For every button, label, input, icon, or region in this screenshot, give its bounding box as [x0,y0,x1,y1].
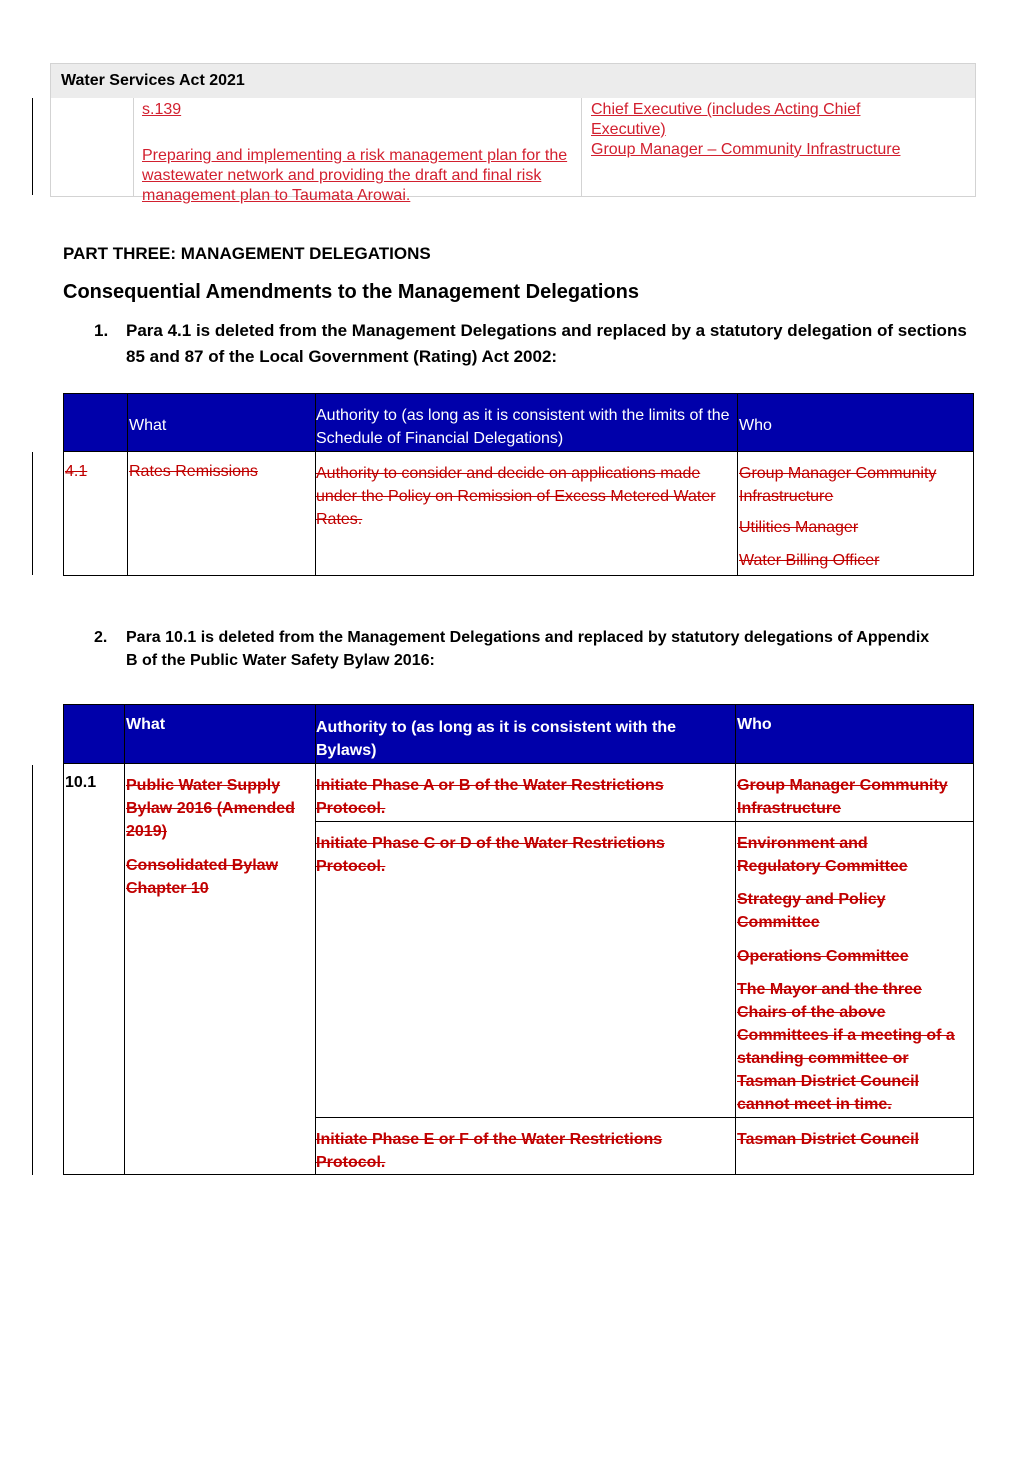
section-heading: Consequential Amendments to the Management Delegations [63,281,640,303]
who-item: Utilities Manager [739,519,859,536]
authority-cell: Initiate Phase E or F of the Water Restrictions Protocol. [316,1131,663,1171]
header-authority: Authority to (as long as it is consistent with the Bylaws) [316,719,677,759]
what-cell: Consolidated Bylaw Chapter 10 [126,857,279,897]
header-what: What [126,716,166,733]
section-ref: s.139 [142,101,182,118]
header-who: Who [737,716,772,733]
authority-cell: Initiate Phase C or D of the Water Restrictions Protocol. [316,835,665,875]
who-item: Group Manager Community Infrastructure [739,465,937,505]
who-item: Strategy and Policy Committee [737,891,886,931]
who-item: Group Manager – Community Infrastructure [591,141,901,158]
revision-bar [32,98,33,195]
header-what: What [129,417,167,434]
what-cell: Public Water Supply Bylaw 2016 (Amended 2019) [126,777,295,840]
part-heading: PART THREE: MANAGEMENT DELEGATIONS [63,244,431,263]
who-item: Operations Committee [737,948,909,965]
para-number: 10.1 [65,774,97,791]
revision-bar [32,765,33,1175]
who-item: The Mayor and the three Chairs of the above Committees if a meeting of a standing committee or Tasman District Council cannot meet in time. [737,981,955,1113]
what-cell: Rates Remissions [129,463,258,480]
who-item: Tasman District Council [737,1131,919,1148]
who-item: Chief Executive (includes Acting Chief Executive) [591,101,861,138]
authority-cell: Initiate Phase A or B of the Water Restrictions Protocol. [316,777,664,817]
revision-bar [32,452,33,575]
table-header: Water Services Act 2021 [51,64,975,98]
section-description: Preparing and implementing a risk management plan for the wastewater network and providing the draft and final risk management plan to Taumata Arowai. [142,147,568,204]
who-item: Water Billing Officer [739,552,880,569]
header-authority: Authority to (as long as it is consistent with the limits of the Schedule of Financial Delegations) [316,407,730,447]
authority-cell: Authority to consider and decide on applications made under the Policy on Remission of Excess Metered Water Rates. [316,465,716,528]
who-item: Environment and Regulatory Committee [737,835,908,875]
who-item: Group Manager Community Infrastructure [737,777,948,817]
water-services-table [50,63,976,204]
header-who: Who [739,417,772,434]
para-number: 4.1 [65,463,88,480]
